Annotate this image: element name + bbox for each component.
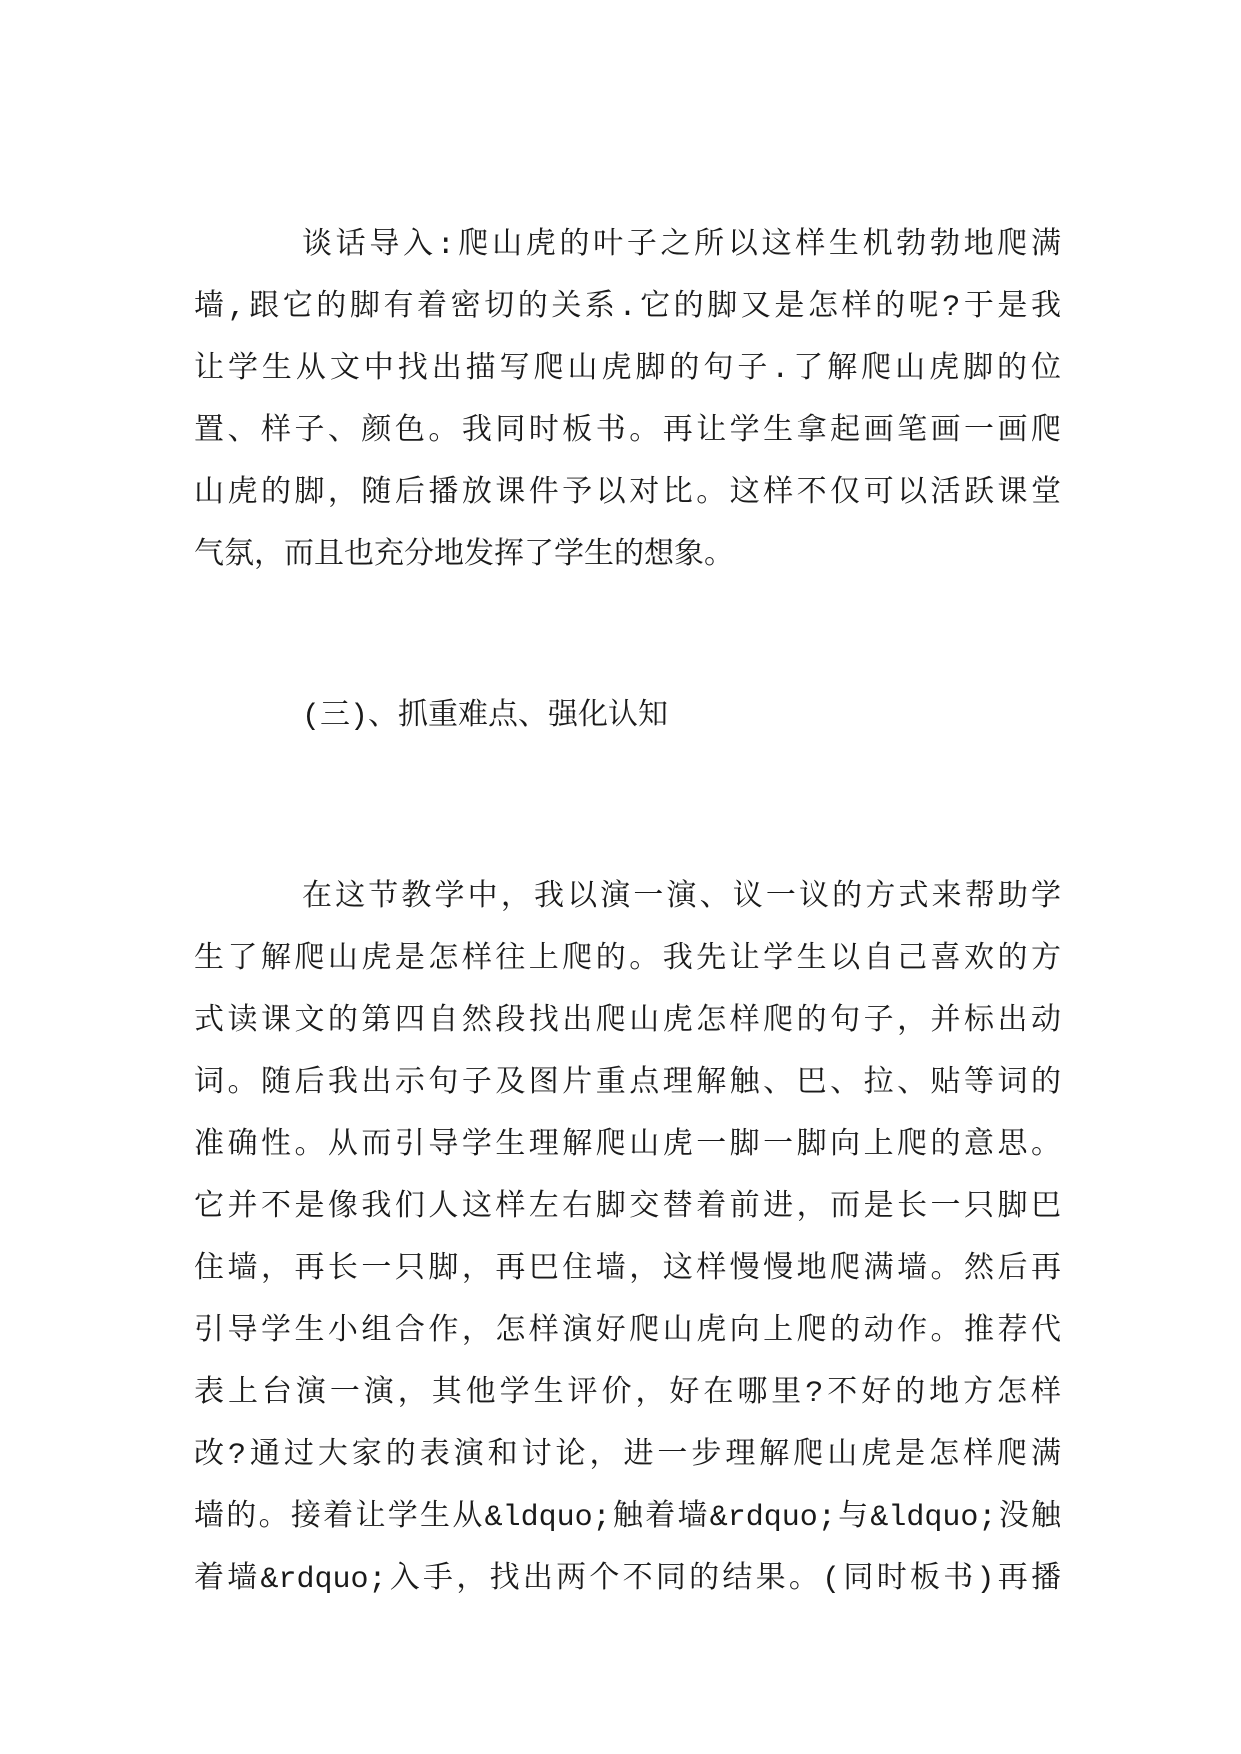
paragraph-line: 气氛，而且也充分地发挥了学生的想象。 (194, 539, 734, 573)
paragraph-line: 在这节教学中，我以演一演、议一议的方式来帮助学 (302, 881, 1061, 915)
paragraph-line: 置、样子、颜色。我同时板书。再让学生拿起画笔画一画爬 (194, 415, 1061, 449)
paragraph-line: 让学生从文中找出描写爬山虎脚的句子.了解爬山虎脚的位 (194, 353, 1061, 387)
paragraph-line: 着墙&rdquo;入手，找出两个不同的结果。(同时板书)再播 (194, 1563, 1061, 1597)
section-heading-block (194, 686, 1061, 748)
paragraph-line: 它并不是像我们人这样左右脚交替着前进，而是长一只脚巴 (194, 1191, 1061, 1225)
paragraph-line: 引导学生小组合作，怎样演好爬山虎向上爬的动作。推荐代 (194, 1315, 1061, 1349)
body-paragraph (194, 867, 1061, 1611)
paragraph-line: 准确性。从而引导学生理解爬山虎一脚一脚向上爬的意思。 (194, 1129, 1061, 1163)
paragraph-line: 住墙，再长一只脚，再巴住墙，这样慢慢地爬满墙。然后再 (194, 1253, 1061, 1287)
paragraph-line: 词。随后我出示句子及图片重点理解触、巴、拉、贴等词的 (194, 1067, 1061, 1101)
paragraph-line: 谈话导入:爬山虎的叶子之所以这样生机勃勃地爬满 (302, 229, 1061, 263)
paragraph-line: 生了解爬山虎是怎样往上爬的。我先让学生以自己喜欢的方 (194, 943, 1061, 977)
paragraph-line: 式读课文的第四自然段找出爬山虎怎样爬的句子，并标出动 (194, 1005, 1061, 1039)
section-heading: (三)、抓重难点、强化认知 (302, 700, 669, 734)
paragraph-line: 墙的。接着让学生从&ldquo;触着墙&rdquo;与&ldquo;没触 (194, 1501, 1061, 1535)
paragraph-line: 墙,跟它的脚有着密切的关系.它的脚又是怎样的呢?于是我 (194, 291, 1061, 325)
intro-paragraph (194, 215, 1061, 587)
paragraph-line: 改?通过大家的表演和讨论，进一步理解爬山虎是怎样爬满 (194, 1439, 1061, 1473)
paragraph-line: 山虎的脚，随后播放课件予以对比。这样不仅可以活跃课堂 (194, 477, 1061, 511)
paragraph-line: 表上台演一演，其他学生评价，好在哪里?不好的地方怎样 (194, 1377, 1061, 1411)
